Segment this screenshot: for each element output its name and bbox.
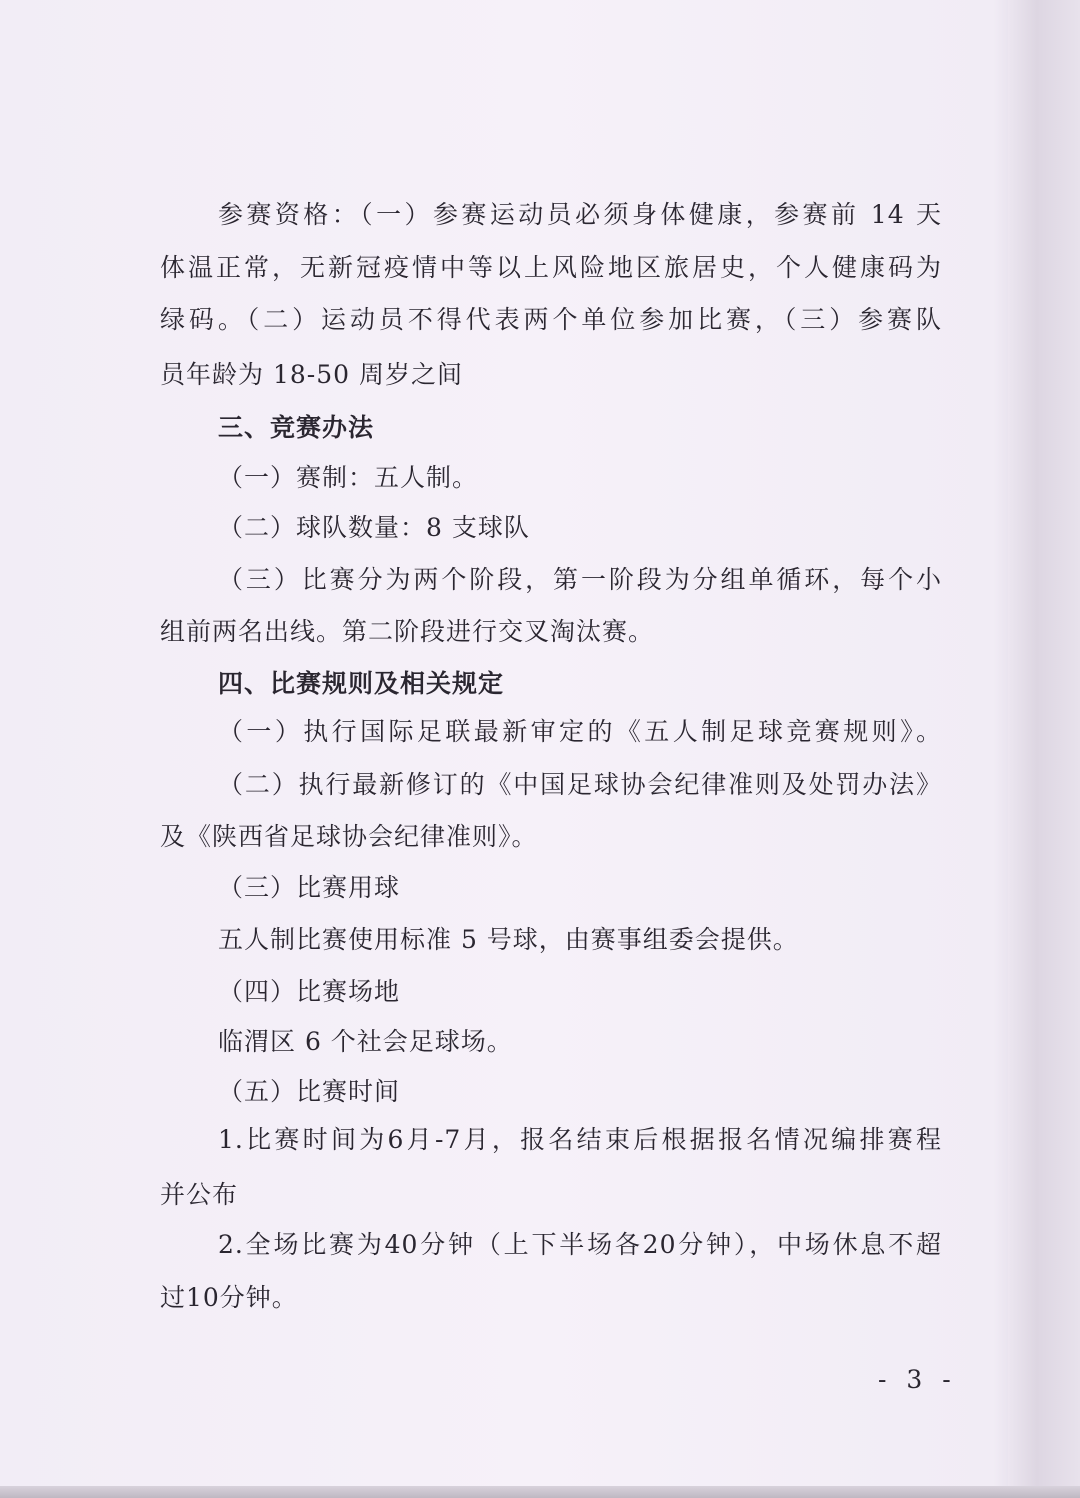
text-line: （三）比赛分为两个阶段，第一阶段为分组单循环，每个小 [218,565,942,594]
page-edge-shadow [1008,0,1080,1498]
text-line: （五）比赛时间 [218,1077,401,1106]
text-line: 体温正常，无新冠疫情中等以上风险地区旅居史，个人健康码为 [160,253,942,282]
paragraph-eligibility: 参赛资格：（一）参赛运动员必须身体健康，参赛前 14 天 [218,200,942,229]
text-line: 1.比赛时间为6月-7月，报名结束后根据报名情况编排赛程 [218,1125,942,1154]
text-line: 绿码。（二）运动员不得代表两个单位参加比赛，（三）参赛队 [160,305,942,334]
section-heading-rules: 四、比赛规则及相关规定 [218,669,505,698]
page-number: - 3 - [878,1365,957,1394]
page-bottom-edge [0,1486,1080,1498]
text-line: 临渭区 6 个社会足球场。 [218,1027,513,1056]
text-line: （二）球队数量：8 支球队 [218,513,530,542]
text-line: 2.全场比赛为40分钟（上下半场各20分钟），中场休息不超 [218,1230,942,1259]
text-line: （一）执行国际足联最新审定的《五人制足球竞赛规则》。 [218,717,942,746]
text-line: 五人制比赛使用标准 5 号球，由赛事组委会提供。 [218,925,799,954]
text-line: 并公布 [160,1180,239,1209]
text-line: （二）执行最新修订的《中国足球协会纪律准则及处罚办法》 [218,770,942,799]
text-line: 及《陕西省足球协会纪律准则》。 [160,822,538,851]
text-line: （一）赛制：五人制。 [218,463,479,492]
text-line: 员年龄为 18-50 周岁之间 [160,360,463,389]
text-line: （四）比赛场地 [218,977,401,1006]
section-heading-competition-method: 三、竞赛办法 [218,413,375,442]
text-line: 组前两名出线。第二阶段进行交叉淘汰赛。 [160,617,655,646]
text-line: 过10分钟。 [160,1283,298,1312]
text-line: （三）比赛用球 [218,873,401,902]
